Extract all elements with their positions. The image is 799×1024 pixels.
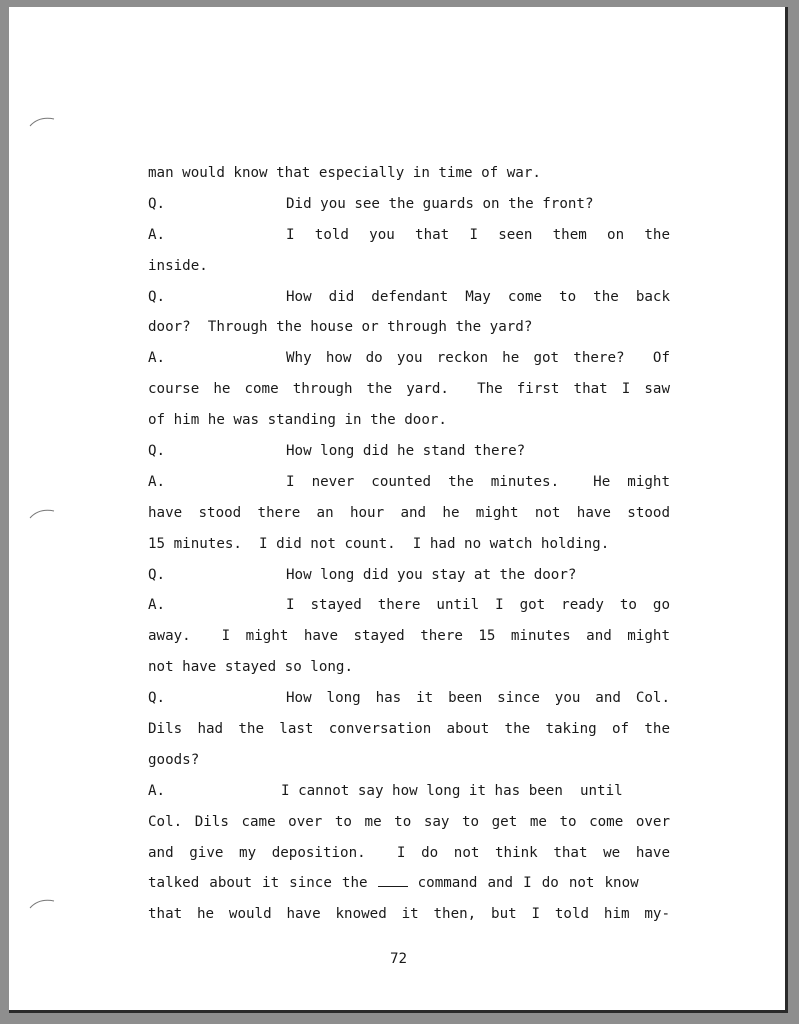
question-line bbox=[148, 560, 670, 591]
question-line bbox=[148, 683, 670, 714]
punch-hole-mark-bottom bbox=[29, 897, 55, 909]
question-line bbox=[148, 282, 670, 313]
transcript-line bbox=[148, 312, 670, 343]
answer-label: A. bbox=[148, 473, 166, 490]
question-text: How did defendant May come to the back bbox=[286, 288, 670, 305]
transcript-line bbox=[148, 405, 670, 436]
question-text: How long did he stand there? bbox=[286, 443, 526, 460]
answer-line bbox=[148, 343, 670, 374]
question-label: Q. bbox=[148, 443, 166, 460]
line-text: have stood there an hour and he might not have stood bbox=[148, 504, 670, 521]
question-text: How long did you stay at the door? bbox=[286, 566, 577, 583]
answer-label: A. bbox=[148, 350, 166, 367]
line-text: that he would have knowed it then, but I told him my- bbox=[148, 906, 670, 923]
question-label: Q. bbox=[148, 690, 166, 707]
transcript-line bbox=[148, 374, 670, 405]
question-line bbox=[148, 189, 670, 220]
transcript-line bbox=[148, 838, 670, 869]
transcript-body bbox=[148, 158, 670, 930]
answer-text: I stayed there until I got ready to go bbox=[286, 597, 670, 614]
line-text: Col. Dils came over to me to say to get me to come over bbox=[148, 813, 670, 830]
transcript-line bbox=[148, 745, 670, 776]
punch-hole-mark-middle bbox=[29, 507, 55, 519]
punch-hole-mark-top bbox=[29, 115, 55, 127]
answer-line bbox=[148, 590, 670, 621]
answer-label: A. bbox=[148, 782, 166, 799]
question-text: Did you see the guards on the front? bbox=[286, 195, 594, 212]
question-label: Q. bbox=[148, 288, 166, 305]
line-text: goods? bbox=[148, 751, 200, 768]
line-text: not have stayed so long. bbox=[148, 659, 353, 676]
answer-text: Why how do you reckon he got there? Of bbox=[286, 350, 670, 367]
question-text: How long has it been since you and Col. bbox=[286, 690, 670, 707]
line-text: Dils had the last conversation about the taking of the bbox=[148, 721, 670, 738]
answer-line bbox=[148, 467, 670, 498]
line-text: away. I might have stayed there 15 minutes and might bbox=[148, 628, 670, 645]
answer-text: I told you that I seen them on the bbox=[286, 226, 670, 243]
transcript-line bbox=[148, 868, 670, 899]
answer-line bbox=[148, 220, 670, 251]
answer-text: I never counted the minutes. He might bbox=[286, 473, 670, 490]
page-number: 72 bbox=[389, 951, 408, 967]
transcript-line bbox=[148, 899, 670, 930]
document-page bbox=[9, 7, 788, 1013]
line-text: inside. bbox=[148, 257, 208, 274]
question-label: Q. bbox=[148, 195, 166, 212]
transcript-line bbox=[148, 158, 670, 189]
transcript-line bbox=[148, 529, 670, 560]
question-line bbox=[148, 436, 670, 467]
line-text: man would know that especially in time of war. bbox=[148, 165, 541, 181]
transcript-line bbox=[148, 652, 670, 683]
line-text: 15 minutes. I did not count. I had no watch holding. bbox=[148, 535, 610, 552]
line-text: and give my deposition. I do not think that we have bbox=[148, 844, 670, 861]
transcript-line bbox=[148, 621, 670, 652]
answer-text: I cannot say how long it has been until bbox=[281, 782, 623, 799]
answer-label: A. bbox=[148, 597, 166, 614]
line-text: course he come through the yard. The first that I saw bbox=[148, 381, 670, 398]
answer-line bbox=[148, 776, 670, 807]
transcript-line bbox=[148, 714, 670, 745]
transcript-line bbox=[148, 498, 670, 529]
transcript-line bbox=[148, 251, 670, 282]
blank-underline bbox=[378, 874, 408, 887]
answer-label: A. bbox=[148, 226, 166, 243]
line-text: of him he was standing in the door. bbox=[148, 412, 447, 429]
line-text: command and I do not know bbox=[417, 875, 639, 892]
line-text: door? Through the house or through the yard? bbox=[148, 319, 533, 336]
transcript-line bbox=[148, 807, 670, 838]
line-text: talked about it since the bbox=[148, 875, 368, 892]
question-label: Q. bbox=[148, 566, 166, 583]
